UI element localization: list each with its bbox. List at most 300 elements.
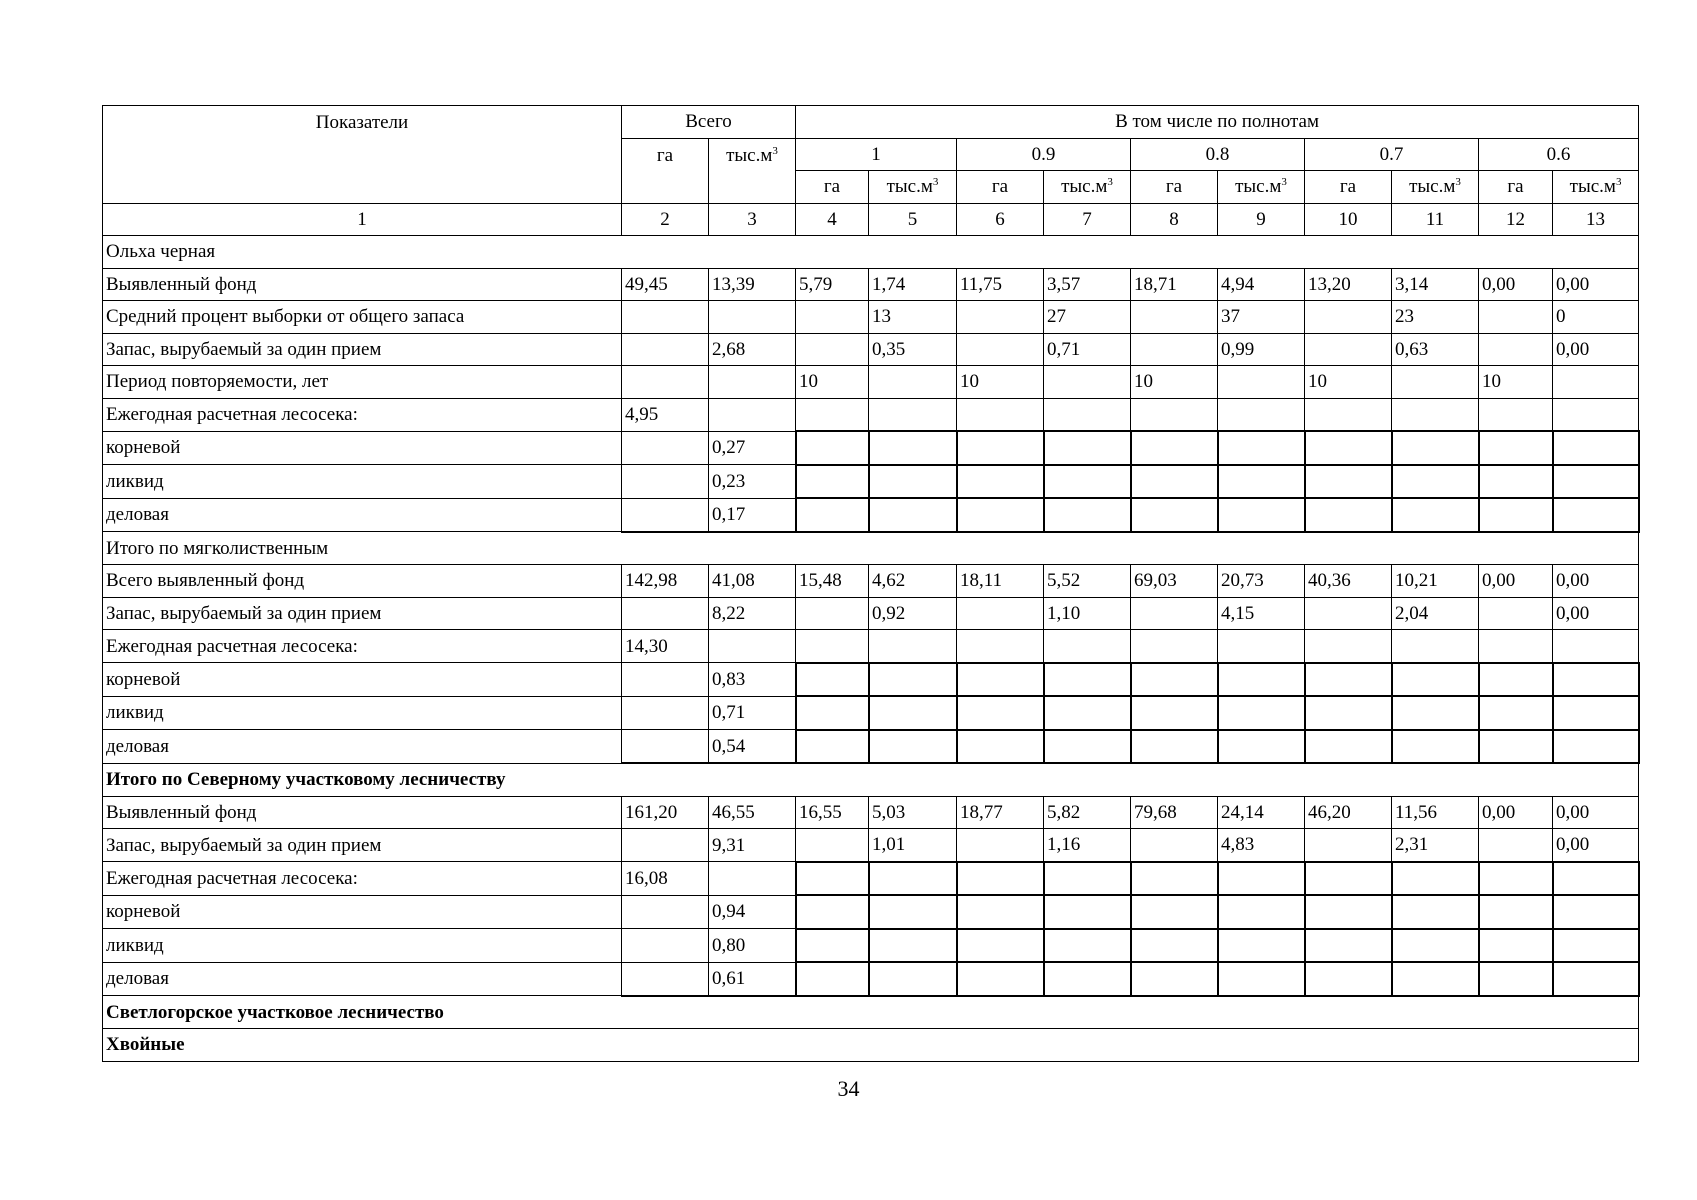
table-cell [709, 366, 796, 399]
cut-ha-cell: 16,08 [622, 862, 709, 896]
table-cell: 2,68 [709, 333, 796, 366]
table-row-full [103, 597, 1639, 630]
row-label: Ежегодная расчетная лесосека: [103, 862, 622, 896]
table-row-cut [103, 630, 1639, 663]
empty-grid-cell [796, 929, 869, 963]
empty-grid-cell [1479, 398, 1553, 431]
table-cell: 142,98 [622, 565, 709, 598]
header-unit-m3: $тыс.м^3$ [1044, 171, 1131, 204]
table-cell [622, 829, 709, 862]
empty-grid-cell [1305, 630, 1392, 663]
empty-grid-cell [869, 663, 957, 697]
row-label: Хвойные [103, 1029, 1639, 1062]
table-cell: 0,00 [1553, 333, 1639, 366]
empty-grid-cell [1392, 730, 1479, 764]
header-density-0-6: 0.6 [1479, 138, 1639, 171]
empty-grid-cell [1392, 498, 1479, 532]
header-density-0-8: 0.8 [1131, 138, 1305, 171]
empty-grid-cell [957, 630, 1044, 663]
table-cell: 3,14 [1392, 268, 1479, 301]
cut-m3-cell: 0,27 [709, 431, 796, 465]
table-cell: 18,71 [1131, 268, 1218, 301]
table-cell [1131, 301, 1218, 334]
table-cell: 10,21 [1392, 565, 1479, 598]
table-cell [709, 301, 796, 334]
table-cell: 4,15 [1218, 597, 1305, 630]
empty-grid-cell [869, 895, 957, 929]
table-row-sub [103, 730, 1639, 764]
row-label: Ежегодная расчетная лесосека: [103, 398, 622, 431]
table-cell [1305, 333, 1392, 366]
table-cell [1131, 829, 1218, 862]
empty-grid-cell [1044, 398, 1131, 431]
table-row-sub [103, 465, 1639, 499]
table-cell: 37 [1218, 301, 1305, 334]
table-cell: 3,57 [1044, 268, 1131, 301]
table-cell: 10 [796, 366, 869, 399]
column-number: 4 [796, 203, 869, 236]
empty-grid-cell [957, 962, 1044, 996]
empty-grid-cell [1131, 862, 1218, 896]
empty-grid-cell [1479, 929, 1553, 963]
empty-grid-cell [1131, 929, 1218, 963]
table-cell [1479, 829, 1553, 862]
empty-grid-cell [796, 498, 869, 532]
table-cell: 0,00 [1479, 268, 1553, 301]
table-cell: 16,55 [796, 796, 869, 829]
empty-grid-cell [1479, 730, 1553, 764]
table-cell: 27 [1044, 301, 1131, 334]
table-cell: 0,00 [1553, 597, 1639, 630]
empty-grid-cell [1218, 398, 1305, 431]
empty-grid-cell [796, 895, 869, 929]
table-cell: 24,14 [1218, 796, 1305, 829]
table-cell: 13,20 [1305, 268, 1392, 301]
empty-grid-cell [957, 465, 1044, 499]
column-number: 3 [709, 203, 796, 236]
table-cell [1479, 597, 1553, 630]
table-cell: 0,35 [869, 333, 957, 366]
table-cell [1305, 597, 1392, 630]
forest-cut-table [102, 105, 1640, 1062]
table-cell: 2,31 [1392, 829, 1479, 862]
header-density-0-7: 0.7 [1305, 138, 1479, 171]
empty-grid-cell [869, 431, 957, 465]
table-cell: 1,10 [1044, 597, 1131, 630]
table-cell [957, 333, 1044, 366]
row-label: Выявленный фонд [103, 796, 622, 829]
cut-ha-cell [622, 895, 709, 929]
empty-grid-cell [1392, 895, 1479, 929]
table-cell: 49,45 [622, 268, 709, 301]
table-cell: 79,68 [1131, 796, 1218, 829]
empty-grid-cell [1553, 465, 1639, 499]
cut-ha-cell [622, 431, 709, 465]
cut-ha-cell: 4,95 [622, 398, 709, 431]
column-number: 8 [1131, 203, 1218, 236]
empty-grid-cell [796, 465, 869, 499]
cut-m3-cell [709, 862, 796, 896]
empty-grid-cell [1218, 431, 1305, 465]
empty-grid-cell [1553, 663, 1639, 697]
empty-grid-cell [1392, 630, 1479, 663]
table-cell: 40,36 [1305, 565, 1392, 598]
empty-grid-cell [1479, 895, 1553, 929]
row-label: ликвид [103, 696, 622, 730]
table-cell: 4,83 [1218, 829, 1305, 862]
table-cell [1479, 333, 1553, 366]
row-label: ликвид [103, 929, 622, 963]
cut-m3-cell [709, 398, 796, 431]
table-row-full [103, 366, 1639, 399]
table-cell [796, 333, 869, 366]
table-cell: 9,31 [709, 829, 796, 862]
cut-ha-cell [622, 696, 709, 730]
header-total-m3: $тыс.м^3$ [709, 138, 796, 203]
empty-grid-cell [957, 431, 1044, 465]
empty-grid-cell [1553, 895, 1639, 929]
cut-m3-cell: 0,71 [709, 696, 796, 730]
column-number: 9 [1218, 203, 1305, 236]
empty-grid-cell [1131, 398, 1218, 431]
empty-grid-cell [1479, 498, 1553, 532]
empty-grid-cell [1044, 696, 1131, 730]
table-cell: 18,77 [957, 796, 1044, 829]
empty-grid-cell [1553, 929, 1639, 963]
empty-grid-cell [869, 730, 957, 764]
empty-grid-cell [796, 962, 869, 996]
header-unit-m3: $тыс.м^3$ [1392, 171, 1479, 204]
empty-grid-cell [1305, 431, 1392, 465]
empty-grid-cell [1218, 663, 1305, 697]
table-row-sub [103, 663, 1639, 697]
table-cell: 161,20 [622, 796, 709, 829]
row-label: Средний процент выборки от общего запаса [103, 301, 622, 334]
table-row-section [103, 763, 1639, 796]
empty-grid-cell [1392, 398, 1479, 431]
table-row-sub [103, 431, 1639, 465]
empty-grid-cell [1392, 663, 1479, 697]
empty-grid-cell [1479, 862, 1553, 896]
empty-grid-cell [1305, 498, 1392, 532]
table-cell [622, 366, 709, 399]
row-label: Период повторяемости, лет [103, 366, 622, 399]
table-cell [1131, 333, 1218, 366]
table-row-full [103, 301, 1639, 334]
table-row-section [103, 236, 1639, 269]
table-cell: 4,62 [869, 565, 957, 598]
empty-grid-cell [1131, 431, 1218, 465]
table-cell: 13,39 [709, 268, 796, 301]
empty-grid-cell [1479, 663, 1553, 697]
empty-grid-cell [1305, 862, 1392, 896]
header-by-density: В том числе по полнотам [796, 106, 1639, 139]
empty-grid-cell [1553, 696, 1639, 730]
cut-ha-cell: 14,30 [622, 630, 709, 663]
table-cell [957, 597, 1044, 630]
row-label: Ежегодная расчетная лесосека: [103, 630, 622, 663]
table-header [103, 106, 1639, 236]
row-label: Ольха черная [103, 236, 1639, 269]
table-cell: 0,99 [1218, 333, 1305, 366]
header-indicators: Показатели [103, 106, 622, 204]
table-row-sub [103, 895, 1639, 929]
table-cell [622, 333, 709, 366]
table-cell: 0,00 [1479, 565, 1553, 598]
table-cell: 11,56 [1392, 796, 1479, 829]
cut-ha-cell [622, 929, 709, 963]
table-row-sub [103, 962, 1639, 996]
table-cell: 10 [1131, 366, 1218, 399]
empty-grid-cell [1044, 929, 1131, 963]
empty-grid-cell [869, 465, 957, 499]
empty-grid-cell [1305, 929, 1392, 963]
empty-grid-cell [1044, 498, 1131, 532]
header-column-numbers-row [103, 203, 1639, 236]
row-label: Всего выявленный фонд [103, 565, 622, 598]
table-cell: 0,92 [869, 597, 957, 630]
table-cell [622, 301, 709, 334]
table-cell: 69,03 [1131, 565, 1218, 598]
cut-m3-cell: 0,54 [709, 730, 796, 764]
empty-grid-cell [1044, 895, 1131, 929]
empty-grid-cell [1131, 465, 1218, 499]
empty-grid-cell [796, 862, 869, 896]
row-label: Запас, вырубаемый за один прием [103, 597, 622, 630]
header-unit-ha: га [1131, 171, 1218, 204]
empty-grid-cell [957, 696, 1044, 730]
table-cell: 0,00 [1553, 829, 1639, 862]
cut-ha-cell [622, 498, 709, 532]
empty-grid-cell [957, 929, 1044, 963]
table-cell: 0,00 [1553, 565, 1639, 598]
empty-grid-cell [869, 696, 957, 730]
row-label: Светлогорское участковое лесничество [103, 996, 1639, 1029]
empty-grid-cell [869, 630, 957, 663]
empty-grid-cell [1218, 962, 1305, 996]
empty-grid-cell [1218, 730, 1305, 764]
empty-grid-cell [869, 929, 957, 963]
column-number: 12 [1479, 203, 1553, 236]
table-body [103, 236, 1639, 1062]
table-cell [957, 829, 1044, 862]
header-unit-ha: га [796, 171, 869, 204]
empty-grid-cell [1553, 398, 1639, 431]
table-cell: 4,94 [1218, 268, 1305, 301]
table-cell: 0,63 [1392, 333, 1479, 366]
empty-grid-cell [1305, 895, 1392, 929]
empty-grid-cell [1218, 498, 1305, 532]
empty-grid-cell [1553, 730, 1639, 764]
table-cell: 46,20 [1305, 796, 1392, 829]
empty-grid-cell [796, 730, 869, 764]
row-label: деловая [103, 730, 622, 764]
table-row-cut [103, 398, 1639, 431]
table-cell: 11,75 [957, 268, 1044, 301]
empty-grid-cell [1044, 465, 1131, 499]
empty-grid-cell [1553, 962, 1639, 996]
cut-ha-cell [622, 663, 709, 697]
table-cell [796, 829, 869, 862]
row-label: Выявленный фонд [103, 268, 622, 301]
table-row-full [103, 333, 1639, 366]
table-cell: 15,48 [796, 565, 869, 598]
table-row-full [103, 829, 1639, 862]
row-label: корневой [103, 431, 622, 465]
cut-m3-cell: 0,80 [709, 929, 796, 963]
table-cell [1305, 301, 1392, 334]
empty-grid-cell [796, 431, 869, 465]
table-cell [796, 301, 869, 334]
row-label: корневой [103, 663, 622, 697]
empty-grid-cell [1218, 630, 1305, 663]
empty-grid-cell [796, 630, 869, 663]
header-density-0-9: 0.9 [957, 138, 1131, 171]
empty-grid-cell [1392, 431, 1479, 465]
table-row-sub [103, 498, 1639, 532]
empty-grid-cell [1392, 862, 1479, 896]
column-number: 10 [1305, 203, 1392, 236]
table-cell [622, 597, 709, 630]
table-row-full [103, 268, 1639, 301]
table-cell [1131, 597, 1218, 630]
table-cell: 5,52 [1044, 565, 1131, 598]
empty-grid-cell [1305, 465, 1392, 499]
table-cell [1305, 829, 1392, 862]
header-unit-ha: га [1479, 171, 1553, 204]
empty-grid-cell [1479, 630, 1553, 663]
empty-grid-cell [1131, 962, 1218, 996]
table-cell [1218, 366, 1305, 399]
empty-grid-cell [1392, 696, 1479, 730]
table-row-sub [103, 696, 1639, 730]
column-number: 13 [1553, 203, 1639, 236]
row-label: ликвид [103, 465, 622, 499]
header-unit-m3: $тыс.м^3$ [1218, 171, 1305, 204]
empty-grid-cell [1218, 862, 1305, 896]
empty-grid-cell [1131, 663, 1218, 697]
table-cell: 46,55 [709, 796, 796, 829]
row-label: корневой [103, 895, 622, 929]
empty-grid-cell [1218, 929, 1305, 963]
table-cell [957, 301, 1044, 334]
cut-m3-cell: 0,94 [709, 895, 796, 929]
table-row-section [103, 1029, 1639, 1062]
empty-grid-cell [1553, 431, 1639, 465]
table-cell: 0 [1553, 301, 1639, 334]
empty-grid-cell [869, 862, 957, 896]
empty-grid-cell [1392, 929, 1479, 963]
empty-grid-cell [1553, 862, 1639, 896]
empty-grid-cell [957, 730, 1044, 764]
row-label: Итого по мягколиственным [103, 532, 1639, 565]
empty-grid-cell [1131, 498, 1218, 532]
cut-m3-cell: 0,23 [709, 465, 796, 499]
empty-grid-cell [869, 498, 957, 532]
empty-grid-cell [1218, 895, 1305, 929]
empty-grid-cell [1479, 696, 1553, 730]
empty-grid-cell [869, 398, 957, 431]
empty-grid-cell [1553, 630, 1639, 663]
cut-ha-cell [622, 465, 709, 499]
table-row-section [103, 532, 1639, 565]
table-row-full [103, 565, 1639, 598]
cut-m3-cell: 0,83 [709, 663, 796, 697]
table-cell: 5,82 [1044, 796, 1131, 829]
cut-m3-cell [709, 630, 796, 663]
table-cell [1044, 366, 1131, 399]
table-cell [869, 366, 957, 399]
table-cell: 1,01 [869, 829, 957, 862]
empty-grid-cell [1218, 465, 1305, 499]
empty-grid-cell [796, 696, 869, 730]
table-cell: 18,11 [957, 565, 1044, 598]
table-cell: 2,04 [1392, 597, 1479, 630]
table-cell: 0,00 [1479, 796, 1553, 829]
column-number: 6 [957, 203, 1044, 236]
table-cell [796, 597, 869, 630]
table-cell: 10 [957, 366, 1044, 399]
empty-grid-cell [957, 862, 1044, 896]
column-number: 5 [869, 203, 957, 236]
header-unit-m3: $тыс.м^3$ [869, 171, 957, 204]
table-cell: 23 [1392, 301, 1479, 334]
table-cell: 0,71 [1044, 333, 1131, 366]
table-row-section [103, 996, 1639, 1029]
row-label: Запас, вырубаемый за один прием [103, 829, 622, 862]
cut-m3-cell: 0,61 [709, 962, 796, 996]
column-number: 7 [1044, 203, 1131, 236]
empty-grid-cell [1131, 730, 1218, 764]
empty-grid-cell [957, 398, 1044, 431]
empty-grid-cell [1044, 630, 1131, 663]
table-cell: 20,73 [1218, 565, 1305, 598]
empty-grid-cell [1131, 630, 1218, 663]
empty-grid-cell [1044, 431, 1131, 465]
header-total: Всего [622, 106, 796, 139]
empty-grid-cell [957, 895, 1044, 929]
empty-grid-cell [957, 663, 1044, 697]
empty-grid-cell [1305, 663, 1392, 697]
empty-grid-cell [1131, 895, 1218, 929]
table-row-full [103, 796, 1639, 829]
empty-grid-cell [1305, 962, 1392, 996]
table-cell [1392, 366, 1479, 399]
table-cell: 1,74 [869, 268, 957, 301]
empty-grid-cell [957, 498, 1044, 532]
row-label: Запас, вырубаемый за один прием [103, 333, 622, 366]
cut-ha-cell [622, 730, 709, 764]
empty-grid-cell [1044, 962, 1131, 996]
column-number: 1 [103, 203, 622, 236]
table-cell [1553, 366, 1639, 399]
table-cell: 10 [1305, 366, 1392, 399]
empty-grid-cell [1392, 962, 1479, 996]
empty-grid-cell [1305, 696, 1392, 730]
empty-grid-cell [796, 398, 869, 431]
row-label: Итого по Северному участковому лесничеству [103, 763, 1639, 796]
empty-grid-cell [1044, 663, 1131, 697]
empty-grid-cell [869, 962, 957, 996]
empty-grid-cell [1392, 465, 1479, 499]
column-number: 11 [1392, 203, 1479, 236]
empty-grid-cell [1479, 431, 1553, 465]
empty-grid-cell [1305, 730, 1392, 764]
header-unit-ha: га [1305, 171, 1392, 204]
cut-ha-cell [622, 962, 709, 996]
empty-grid-cell [1044, 862, 1131, 896]
empty-grid-cell [1479, 962, 1553, 996]
